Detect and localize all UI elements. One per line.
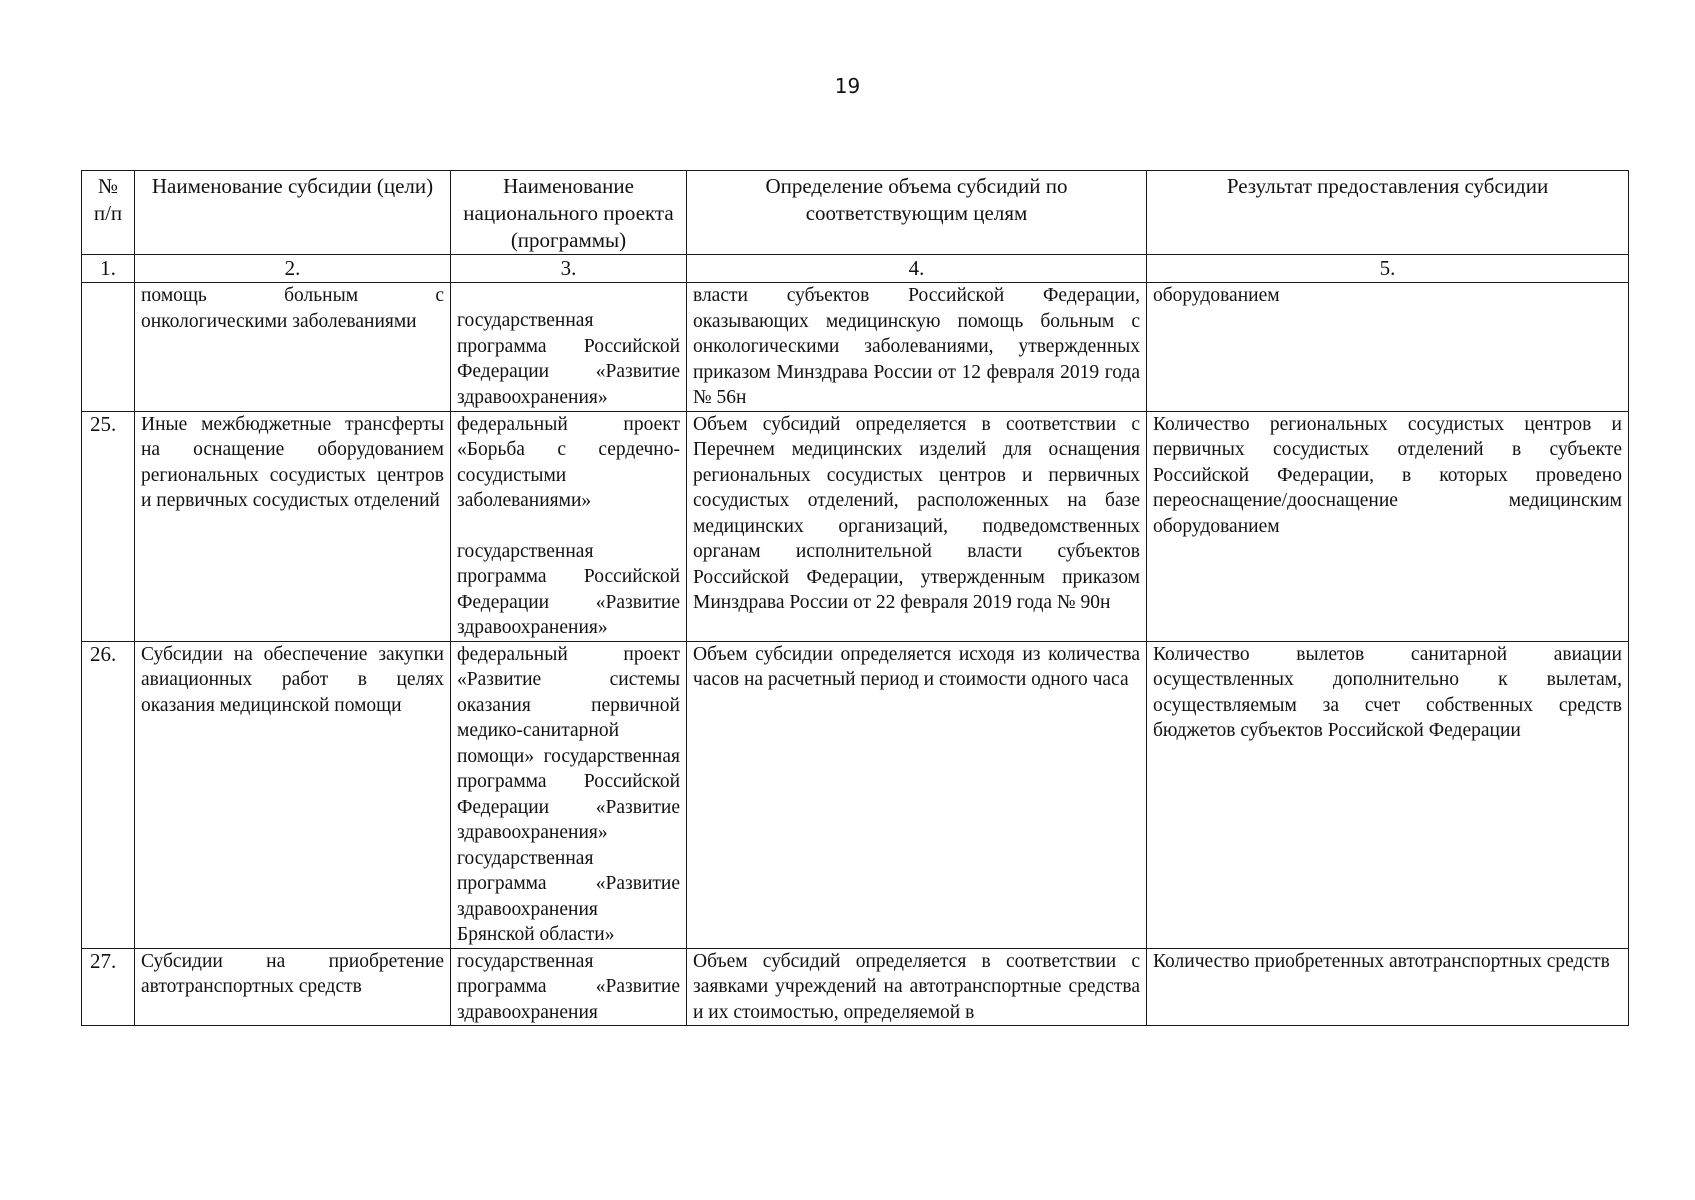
row-number: 25. — [82, 411, 135, 641]
table-row — [82, 641, 1629, 948]
subsidy-table — [81, 170, 1629, 1026]
column-number: 4. — [687, 255, 1147, 283]
subsidy-name-cell: Субсидии на обеспечение закупки авиационных работ в целях оказания медицинской помощи — [135, 641, 451, 948]
volume-cell: власти субъектов Российской Федерации, оказывающих медицинскую помощь больным с онкологическими заболеваниями, утвержденных приказом Минздрава России от 12 февраля 2019 года № 56н — [687, 283, 1147, 412]
volume-cell: Объем субсидий определяется в соответствии с Перечнем медицинских изделий для оснащения региональных сосудистых центров и первичных сосудистых отделений, расположенных на базе медицинских организаций, подведомственных органам исполнительной власти субъектов Российской Федерации, утвержденным приказом Минздрава России от 22 февраля 2019 года № 90н — [687, 411, 1147, 641]
volume-cell: Объем субсидий определяется в соответствии с заявками учреждений на автотранспортные средства и их стоимостью, определяемой в — [687, 948, 1147, 1026]
project-cell: федеральный проект «Развитие системы оказания первичной медико-санитарной помощи» государственная программа Российской Федерации «Развитие здравоохранения» государственная программа «Развитие здравоохранения Брянской области» — [451, 641, 687, 948]
subsidy-name-cell: Субсидии на приобретение автотранспортных средств — [135, 948, 451, 1026]
header-result: Результат предоставления субсидии — [1147, 171, 1629, 255]
project-b: государственная программа Российской Федерации «Развитие здравоохранения» — [457, 310, 680, 408]
table-row — [82, 283, 1629, 412]
result-cell: оборудованием — [1147, 283, 1629, 412]
project-cell: государственная программа «Развитие здравоохранения — [451, 948, 687, 1026]
column-number: 2. — [135, 255, 451, 283]
result-cell: Количество приобретенных автотранспортных средств — [1147, 948, 1629, 1026]
header-subsidy-name: Наименование субсидии (цели) — [135, 171, 451, 255]
column-number: 5. — [1147, 255, 1629, 283]
row-number: 27. — [82, 948, 135, 1026]
table-row — [82, 411, 1629, 641]
result-cell: Количество региональных сосудистых центров и первичных сосудистых отделений в субъекте Российской Федерации, в которых проведено переоснащение/дооснащение медицинским оборудованием — [1147, 411, 1629, 641]
subsidy-name-cell: помощь больным с онкологическими заболеваниями — [135, 283, 451, 412]
project-cell — [451, 283, 687, 412]
column-number: 1. — [82, 255, 135, 283]
project-a — [457, 283, 680, 308]
column-number-row — [82, 255, 1629, 283]
subsidy-name-cell: Иные межбюджетные трансферты на оснащение оборудованием региональных сосудистых центров и первичных сосудистых отделений — [135, 411, 451, 641]
row-number: 26. — [82, 641, 135, 948]
project-cell — [451, 411, 687, 641]
row-number — [82, 283, 135, 412]
header-project-name: Наименование национального проекта (программы) — [451, 171, 687, 255]
header-number: № п/п — [82, 171, 135, 255]
result-cell: Количество вылетов санитарной авиации осуществленных дополнительно к вылетам, осуществляемым за счет собственных средств бюджетов субъектов Российской Федерации — [1147, 641, 1629, 948]
project-a: федеральный проект «Борьба с сердечно-сосудистыми заболеваниями» — [457, 413, 680, 511]
table-header-row — [82, 171, 1629, 255]
header-volume-definition: Определение объема субсидий по соответствующим целям — [687, 171, 1147, 255]
table-row — [82, 948, 1629, 1026]
page-number: 19 — [834, 74, 861, 98]
column-number: 3. — [451, 255, 687, 283]
project-b: государственная программа Российской Федерации «Развитие здравоохранения» — [457, 540, 680, 638]
volume-cell: Объем субсидии определяется исходя из количества часов на расчетный период и стоимости одного часа — [687, 641, 1147, 948]
